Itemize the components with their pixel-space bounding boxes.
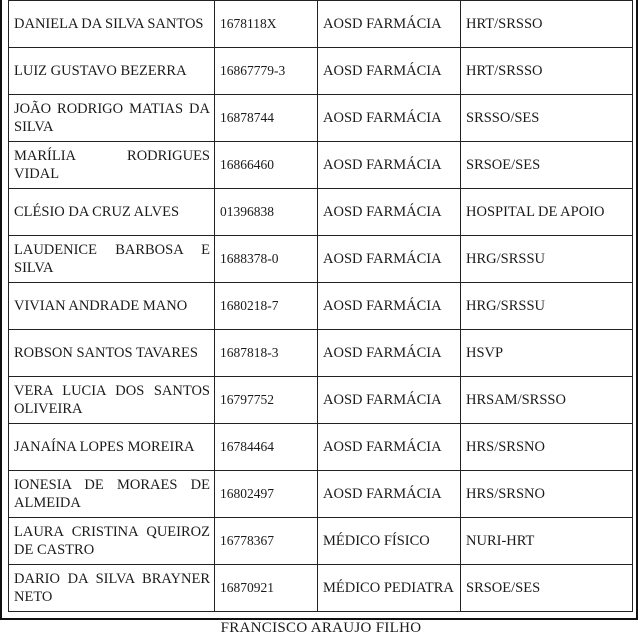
table-row (9, 283, 633, 330)
table-row (9, 330, 633, 377)
cell-registration: 16797752 (215, 377, 318, 424)
cell-name: LUIZ GUSTAVO BEZERRA (9, 48, 215, 95)
cell-name: VERA LUCIA DOS SANTOS OLIVEIRA (9, 377, 215, 424)
cell-registration: 16870921 (215, 565, 318, 612)
cell-unit: HRS/SRSNO (461, 424, 633, 471)
cell-role: AOSD FARMÁCIA (318, 283, 461, 330)
cell-name: ROBSON SANTOS TAVARES (9, 330, 215, 377)
table-row (9, 95, 633, 142)
cell-registration: 1678118X (215, 1, 318, 48)
cell-unit: SRSOE/SES (461, 142, 633, 189)
cell-unit: HRG/SRSSU (461, 236, 633, 283)
cell-role: AOSD FARMÁCIA (318, 330, 461, 377)
cell-registration: 16878744 (215, 95, 318, 142)
table-row (9, 142, 633, 189)
cell-registration: 16866460 (215, 142, 318, 189)
cell-role: AOSD FARMÁCIA (318, 48, 461, 95)
cell-role: AOSD FARMÁCIA (318, 377, 461, 424)
cell-registration: 1688378-0 (215, 236, 318, 283)
table-row (9, 471, 633, 518)
cell-registration: 16784464 (215, 424, 318, 471)
cell-role: AOSD FARMÁCIA (318, 424, 461, 471)
cell-unit: SRSSO/SES (461, 95, 633, 142)
table-row (9, 189, 633, 236)
cell-registration: 01396838 (215, 189, 318, 236)
cell-name: LAUDENICE BARBOSA E SILVA (9, 236, 215, 283)
cell-unit: HRT/SRSSO (461, 48, 633, 95)
staff-table-body (9, 1, 633, 612)
cell-role: AOSD FARMÁCIA (318, 95, 461, 142)
table-row (9, 377, 633, 424)
cell-name: DANIELA DA SILVA SANTOS (9, 1, 215, 48)
cell-role: AOSD FARMÁCIA (318, 236, 461, 283)
cell-unit: HRG/SRSSU (461, 283, 633, 330)
cell-role: AOSD FARMÁCIA (318, 1, 461, 48)
cell-unit: HSVP (461, 330, 633, 377)
cell-registration: 16802497 (215, 471, 318, 518)
cell-role: AOSD FARMÁCIA (318, 189, 461, 236)
table-row (9, 518, 633, 565)
cell-name: JOÃO RODRIGO MATIAS DA SILVA (9, 95, 215, 142)
cell-name: CLÉSIO DA CRUZ ALVES (9, 189, 215, 236)
cell-role: AOSD FARMÁCIA (318, 471, 461, 518)
table-row (9, 1, 633, 48)
table-row (9, 565, 633, 612)
cell-unit: HOSPITAL DE APOIO (461, 189, 633, 236)
cell-unit: HRT/SRSSO (461, 1, 633, 48)
table-row (9, 424, 633, 471)
cell-name: IONESIA DE MORAES DE ALMEIDA (9, 471, 215, 518)
cell-unit: HRS/SRSNO (461, 471, 633, 518)
staff-table (8, 0, 633, 612)
cell-registration: 16867779-3 (215, 48, 318, 95)
cell-unit: SRSOE/SES (461, 565, 633, 612)
cell-registration: 16778367 (215, 518, 318, 565)
table-row (9, 48, 633, 95)
cell-registration: 1687818-3 (215, 330, 318, 377)
cell-role: AOSD FARMÁCIA (318, 142, 461, 189)
cell-role: MÉDICO FÍSICO (318, 518, 461, 565)
cell-name: JANAÍNA LOPES MOREIRA (9, 424, 215, 471)
cell-unit: HRSAM/SRSSO (461, 377, 633, 424)
cell-registration: 1680218-7 (215, 283, 318, 330)
cell-name: MARÍLIA RODRIGUES VIDAL (9, 142, 215, 189)
cell-role: MÉDICO PEDIATRA (318, 565, 461, 612)
cell-name: VIVIAN ANDRADE MANO (9, 283, 215, 330)
footer-signature-name: FRANCISCO ARAUJO FILHO (220, 620, 422, 636)
table-row (9, 236, 633, 283)
cell-name: LAURA CRISTINA QUEIROZ DE CASTRO (9, 518, 215, 565)
cell-unit: NURI-HRT (461, 518, 633, 565)
cell-name: DARIO DA SILVA BRAYNER NETO (9, 565, 215, 612)
